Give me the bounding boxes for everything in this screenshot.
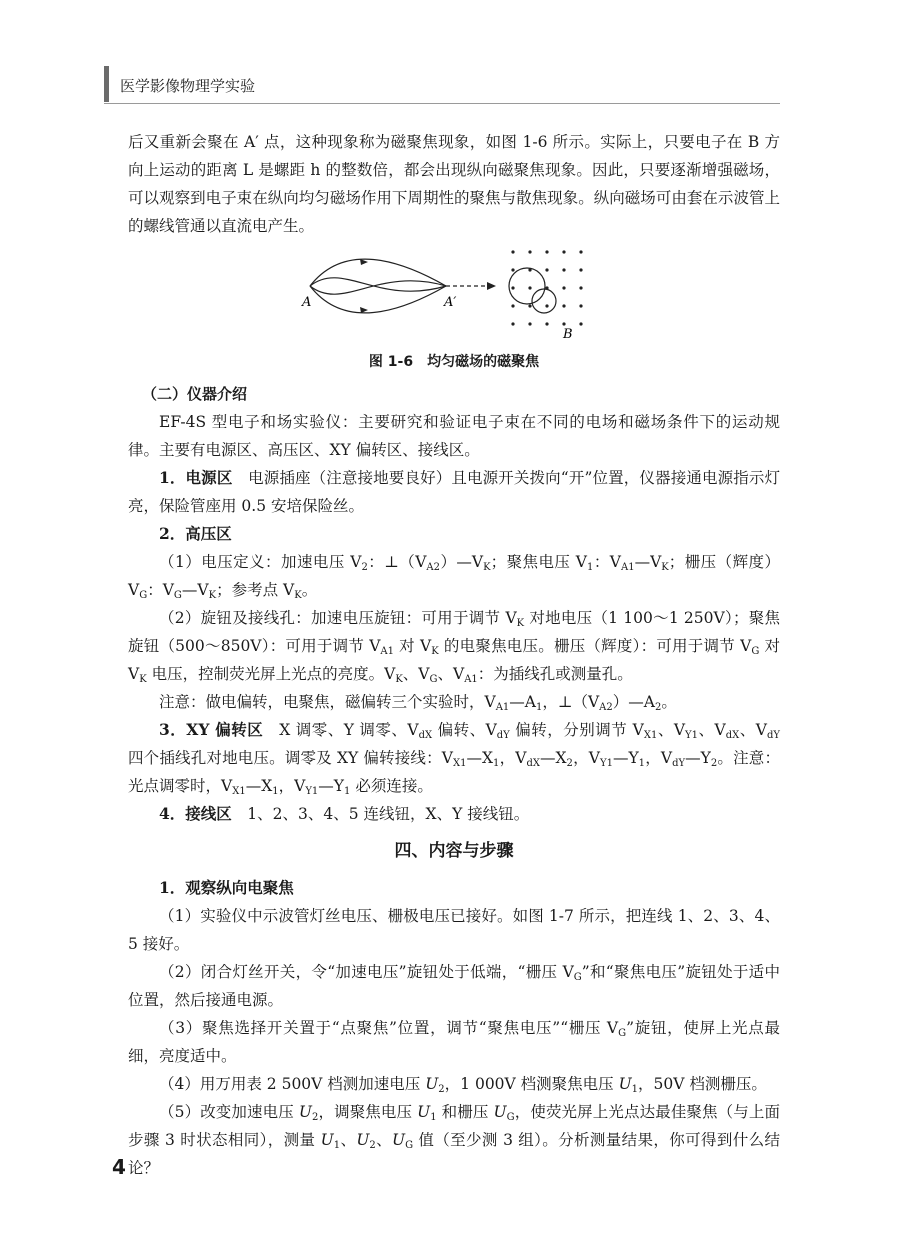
wiring-text: 1、2、3、4、5 连线钮，X、Y 接线钮。 [231, 805, 530, 823]
intro-paragraph: 后又重新会聚在 A′ 点，这种现象称为磁聚焦现象，如图 1-6 所示。实际上，只要电子在 B 方向上运动的距离 L 是螺距 h 的整数倍，都会出现纵向磁聚焦现象。因此，只要逐渐增强磁场，可以观察到电子束在纵向均匀磁场作用下周期性的聚焦与散焦现象。纵向磁场可由套在示波管上的螺线管通以直流电产生。 [128, 133, 780, 235]
instruments-heading: （二）仪器介绍 [142, 385, 248, 403]
figure-1-6 [128, 248, 780, 338]
step-4: （4）用万用表 2 500V 档测加速电压 $U_2$，1 000V 档测聚焦电压 $U_1$，50V 档测栅压。 [159, 1075, 767, 1095]
figure-caption: 图 1-6 均匀磁场的磁聚焦 [368, 354, 540, 370]
step-3: （3）聚焦选择开关置于“点聚焦”位置，调节“聚焦电压”“栅压 $V_G$”旋钮，使屏上光点最细，亮度适中。 [128, 1019, 780, 1065]
page-content [128, 128, 780, 1182]
book-title: 医学影像物理学实验 [120, 77, 256, 95]
subsection-1-heading: 1．观察纵向电聚焦 [159, 878, 294, 897]
arrowhead-2 [360, 307, 368, 313]
step-5: （5）改变加速电压 $U_2$，调聚焦电压 $U_1$ 和栅压 $U_G$，使荧光屏上光点达最佳聚焦（与上面步骤 3 时状态相同），测量 $U_1$、$U_2$、$U_G$ 值（至少测 3 组）。分析测量结果，你可得到什么结论？ [128, 1103, 780, 1177]
power-text: 电源插座（注意接地要良好）且电源开关拨向“开”位置，仪器接通电源指示灯亮，保险管座用 0.5 安培保险丝。 [128, 469, 780, 515]
label-a-prime: A′ [444, 295, 457, 310]
instruments-description: EF-4S 型电子和场实验仪：主要研究和验证电子束在不同的电场和磁场条件下的运动规律。主要有电源区、高压区、XY 偏转区、接线区。 [128, 413, 780, 459]
field-dots [511, 250, 582, 325]
section-4-heading: 四、内容与步骤 [394, 841, 514, 861]
helix-circle-large [509, 268, 545, 304]
beam-arrowhead [487, 282, 496, 290]
label-b: B [563, 327, 573, 338]
hv-knobs-and-jacks: （2）旋钮及接线孔：加速电压旋钮：可用于调节 $V_K$ 对地电压（1 100～1 250V）；聚焦旋钮（500～850V）：可用于调节 $V_{A1}$ 对 $V_K$ 的电聚焦电压。栅压（辉度）：可用于调节 $V_G$ 对 $V_K$ 电压，控制荧光屏上光点的亮度。$V_K$、$V_G$、$V_{A1}$：为插线孔或测量孔。 [128, 609, 781, 685]
xy-section: 3．XY 偏转区 X 调零、Y 调零、$V_{dX}$ 偏转、$V_{dY}$ 偏转，分别调节 $V_{X1}$、$V_{Y1}$、$V_{dX}$、$V_{dY}$ 四个插线孔对地电压。调零及 XY 偏转接线：$V_{X1}—X_1$，$V_{dX}—X_2$，$V_{Y1}—Y_1$，$V_{dY}—Y_2$。注意：光点调零时，$V_{X1}—X_1$，$V_{Y1}—Y_1$ 必须连接。 [128, 720, 780, 797]
magnetic-focusing-diagram [298, 248, 618, 338]
page-number: 4 [112, 1155, 126, 1179]
power-section [128, 464, 780, 520]
hv-label: 2．高压区 [159, 524, 232, 543]
hv-voltage-definition: （1）电压定义：加速电压 $V_2$：$\perp(V_{A2})—V_K$；聚焦电压 $V_1$：$V_{A1}—V_K$；栅压（辉度）$V_G$：$V_G—V_K$；参考点 $V_K$。 [128, 553, 780, 601]
step-1: （1）实验仪中示波管灯丝电压、栅极电压已接好。如图 1-7 所示，把连线 1、2、3、4、5 接好。 [128, 907, 780, 953]
running-header [104, 66, 780, 104]
wiring-label: 4．接线区 [159, 804, 232, 823]
header-rule [104, 103, 780, 104]
step-2: （2）闭合灯丝开关，令“加速电压”旋钮处于低端，“栅压 $V_G$”和“聚焦电压”旋钮处于适中位置，然后接通电源。 [128, 963, 780, 1009]
xy-label: 3．XY 偏转区 [159, 720, 264, 739]
hv-note: 注意：做电偏转，电聚焦，磁偏转三个实验时，$V_{A1}—A_1$，$\perp(V_{A2})—A_2$。 [159, 693, 677, 713]
arrowhead-1 [360, 259, 368, 265]
power-label: 1．电源区 [159, 468, 233, 487]
header-bar [104, 66, 109, 102]
wiring-section [128, 800, 780, 828]
label-a: A [302, 295, 312, 310]
